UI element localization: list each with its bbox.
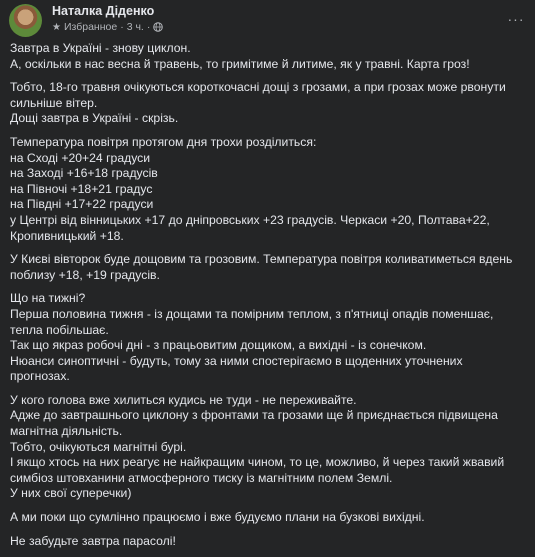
post-text-line: І якщо хтось на них реагує не найкращим чином, то це, можливо, й через такий жвавий симбіоз штовханини атмосферного тиску із магнітним полем Землі. <box>10 455 505 485</box>
post-paragraph <box>10 393 525 502</box>
post-text-line: Нюанси синоптичні - будуть, тому за ними спостерігаємо в щоденних уточнених прогнозах. <box>10 353 463 384</box>
meta-separator: · <box>120 21 124 33</box>
post-text-line: на Півдні +17+22 градуси <box>10 197 154 212</box>
author-avatar[interactable] <box>9 4 42 37</box>
post-text-line: А ми поки що сумлінно працюємо і вже будуємо плани на бузкові вихідні. <box>10 510 425 525</box>
post-paragraph <box>10 41 525 72</box>
post-text-line: Так що якраз робочі дні - з працьовитим дощиком, а вихідні - із сонечком. <box>10 338 427 353</box>
globe-icon <box>153 22 163 32</box>
post-text-line: Не забудьте завтра парасолі! <box>10 533 176 548</box>
post-paragraph <box>10 291 525 385</box>
post-paragraph <box>10 510 525 526</box>
favorites-star-icon: ★ <box>52 21 61 33</box>
audience-label[interactable]: Избранное <box>63 21 118 33</box>
meta-separator: · <box>146 21 151 33</box>
post-text-line: А, оскільки в нас весна й травень, то гримітиме й литиме, як у травні. Карта гроз! <box>10 56 470 71</box>
post-text-line: Адже до завтрашнього циклону з фронтами та грозами ще й приєднається підвищена магнітна діяльність. <box>10 408 498 439</box>
post-text-line: Що на тижні? <box>10 291 86 306</box>
post-text <box>10 41 525 557</box>
post-text-line: на Заході +16+18 градусів <box>10 166 158 181</box>
post-text-line: Тобто, 18-го травня очікуються короткочасні дощі з грозами, а при грозах може рвонути сильніше вітер. <box>10 80 506 110</box>
post-text-line: Тобто, очікуються магнітні бурі. <box>10 439 187 454</box>
post-paragraph <box>10 135 525 244</box>
post-text-line: Температура повітря протягом дня трохи розділиться: <box>10 134 317 149</box>
post-text-line: У них свої суперечки) <box>10 486 132 501</box>
post-text-line: Перша половина тижня - із дощами та помірним теплом, з п'ятниці опадів поменшає, тепла побільшає. <box>10 306 494 337</box>
post-meta <box>52 21 163 33</box>
post-text-line: У кого голова вже хилиться кудись не туди - не переживайте. <box>10 392 357 407</box>
post-text-line: У Києві вівторок буде дощовим та грозовим. Температура повітря коливатиметься вдень поблизу +18, +19 градусів. <box>10 252 513 282</box>
post-text-line: у Центрі від вінницьких +17 до дніпровських +23 градусів. Черкаси +20, Полтава+22, Кропивницький +18. <box>10 212 490 243</box>
post-text-line: на Сході +20+24 градуси <box>10 150 151 165</box>
more-options-button[interactable]: ··· <box>507 11 525 27</box>
post-text-line: на Півночі +18+21 градус <box>10 181 153 196</box>
post-text-line: Завтра в Україні - знову циклон. <box>10 41 191 55</box>
post-paragraph <box>10 534 525 550</box>
post-time[interactable]: 3 ч. <box>126 21 144 33</box>
post-text-line: Дощі завтра в Україні - скрізь. <box>10 111 179 126</box>
post-paragraph <box>10 80 525 127</box>
post-paragraph <box>10 252 525 283</box>
author-name[interactable]: Наталка Діденко <box>52 4 155 18</box>
post-header <box>9 2 527 36</box>
